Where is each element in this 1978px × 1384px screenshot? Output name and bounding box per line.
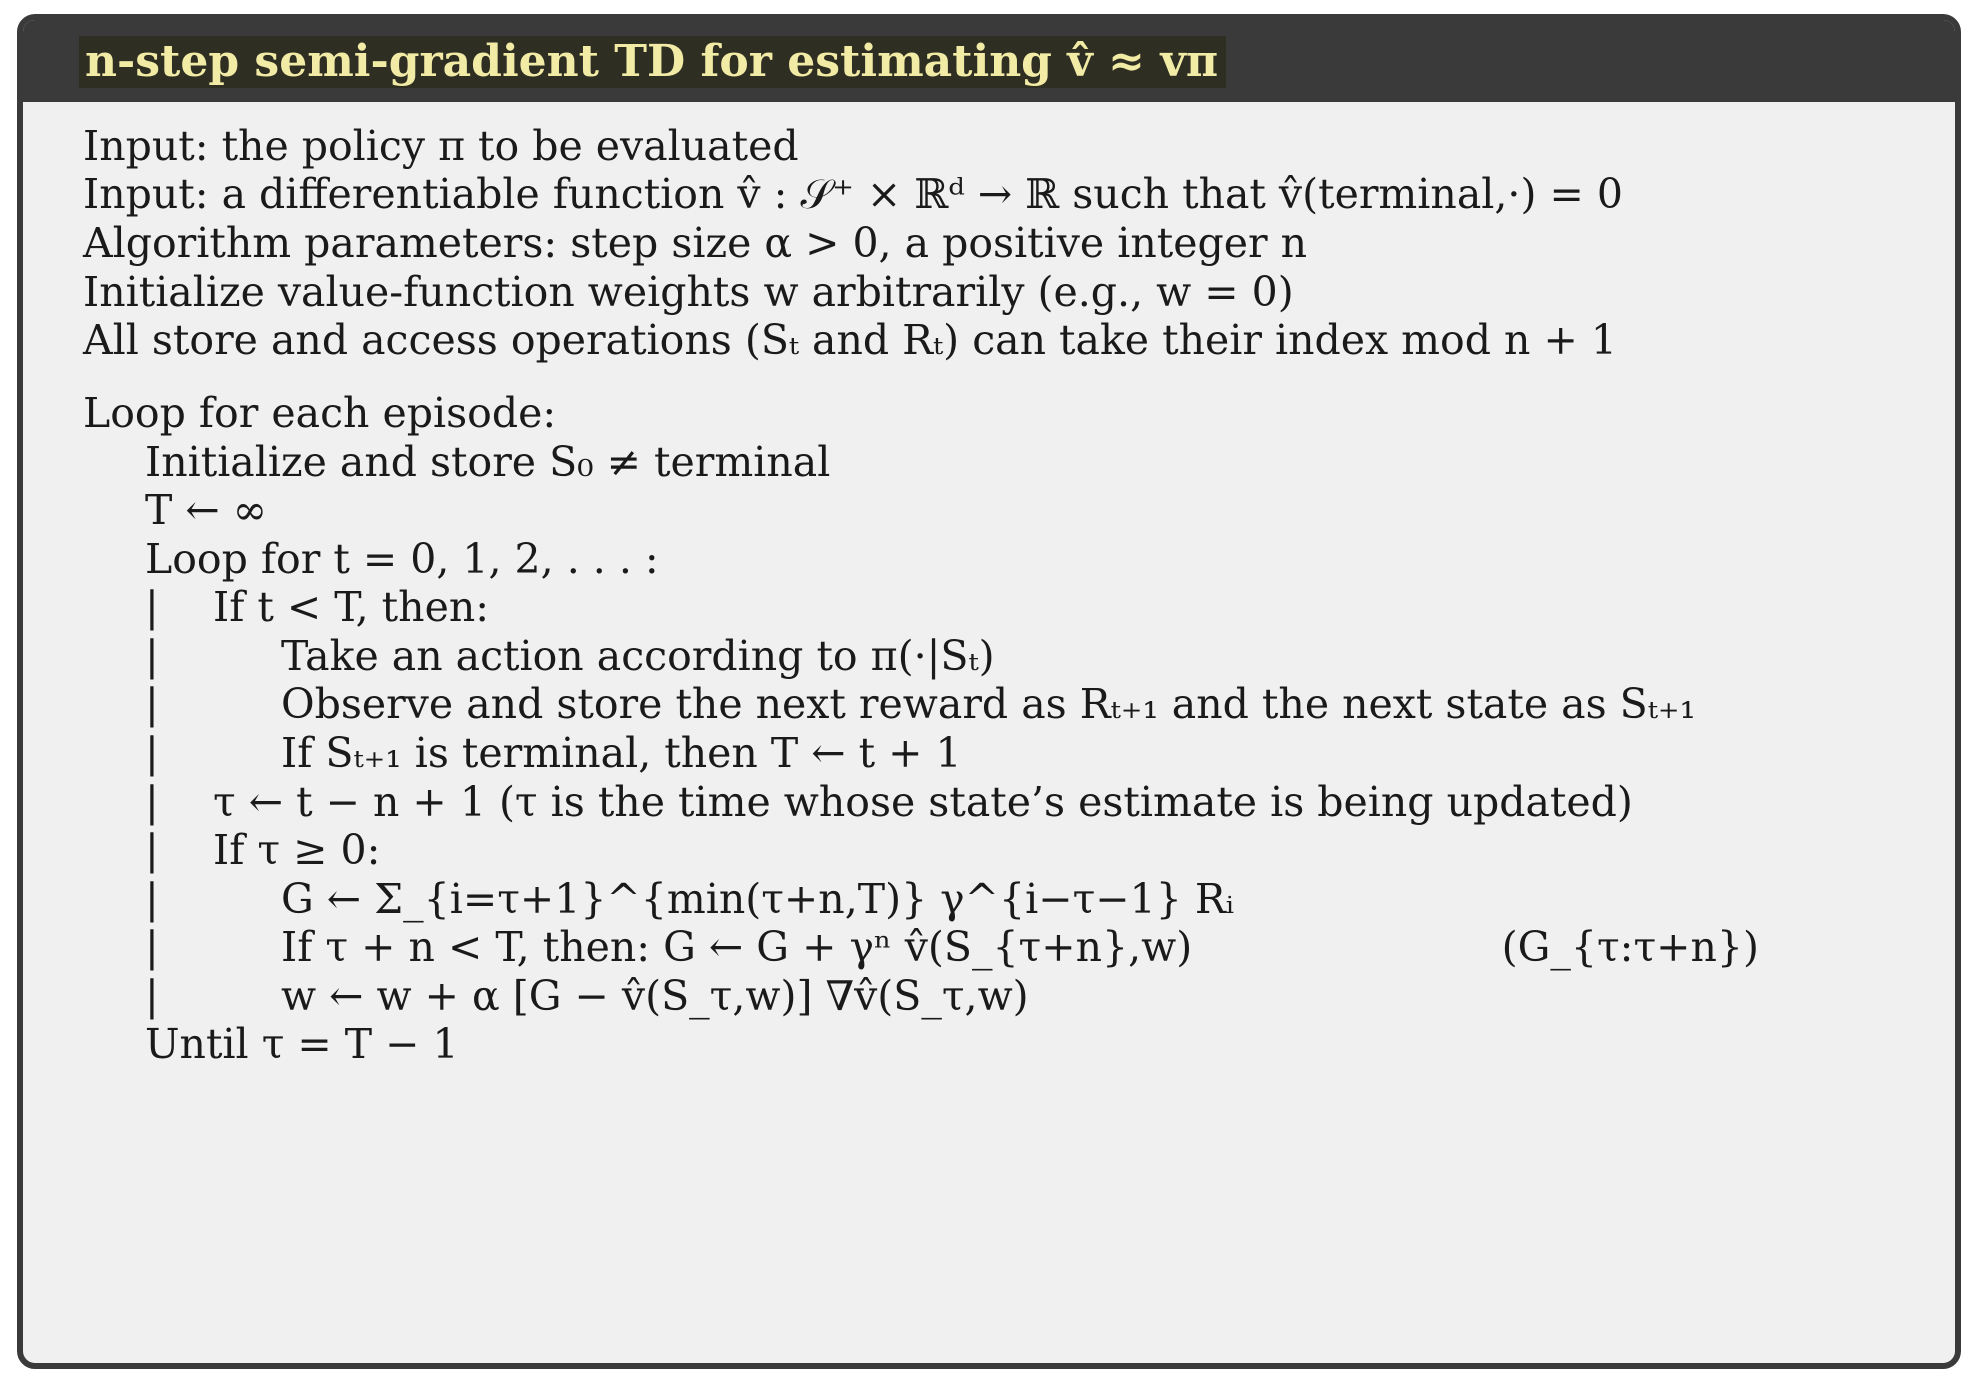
initialize-store-line: Initialize and store S₀ ≠ terminal [145, 438, 831, 486]
loop-bar: | [145, 729, 159, 777]
algorithm-box [17, 14, 1961, 1369]
if-t-less-T-line: If t < T, then: [213, 583, 490, 631]
store-access-line: All store and access operations (Sₜ and Rₜ) can take their index mod n + 1 [83, 316, 1617, 364]
if-terminal-line: If Sₜ₊₁ is terminal, then T ← t + 1 [281, 729, 962, 777]
loop-bar: | [145, 680, 159, 728]
take-action-line: Take an action according to π(·|Sₜ) [281, 632, 995, 680]
tau-update-line: τ ← t − n + 1 (τ is the time whose state’s estimate is being updated) [213, 778, 1633, 826]
observe-store-line: Observe and store the next reward as Rₜ₊₁ and the next state as Sₜ₊₁ [281, 680, 1696, 728]
loop-bar: | [145, 632, 159, 680]
loop-bar: | [145, 583, 159, 631]
until-line: Until τ = T − 1 [145, 1020, 459, 1068]
return-sum-line: G ← Σ_{i=τ+1}^{min(τ+n,T)} γ^{i−τ−1} Rᵢ [281, 875, 1234, 923]
return-label-note: (G_{τ:τ+n}) [1501, 923, 1759, 971]
loop-bar: | [145, 923, 159, 971]
if-tau-nonnegative-line: If τ ≥ 0: [213, 826, 381, 874]
loop-bar: | [145, 875, 159, 923]
loop-t-line: Loop for t = 0, 1, 2, . . . : [145, 535, 659, 583]
algorithm-body [23, 102, 1955, 1363]
algorithm-parameters-line: Algorithm parameters: step size α > 0, a positive integer n [83, 219, 1308, 267]
input-policy-line: Input: the policy π to be evaluated [83, 122, 799, 170]
loop-bar: | [145, 972, 159, 1020]
loop-episode-line: Loop for each episode: [83, 389, 557, 437]
weight-update-line: w ← w + α [G − v̂(S_τ,w)] ∇v̂(S_τ,w) [281, 972, 1029, 1020]
initialize-weights-line: Initialize value-function weights w arbitrarily (e.g., w = 0) [83, 268, 1294, 316]
algorithm-title: n-step semi-gradient TD for estimating v̂ ≈ vπ [79, 36, 1226, 88]
loop-bar: | [145, 826, 159, 874]
algorithm-header [23, 20, 1955, 102]
bootstrap-line: If τ + n < T, then: G ← G + γⁿ v̂(S_{τ+n},w) [281, 923, 1193, 971]
input-function-line: Input: a differentiable function v̂ : 𝒮⁺ × ℝᵈ → ℝ such that v̂(terminal,·) = 0 [83, 170, 1623, 218]
loop-bar: | [145, 778, 159, 826]
t-infinity-line: T ← ∞ [145, 486, 267, 534]
